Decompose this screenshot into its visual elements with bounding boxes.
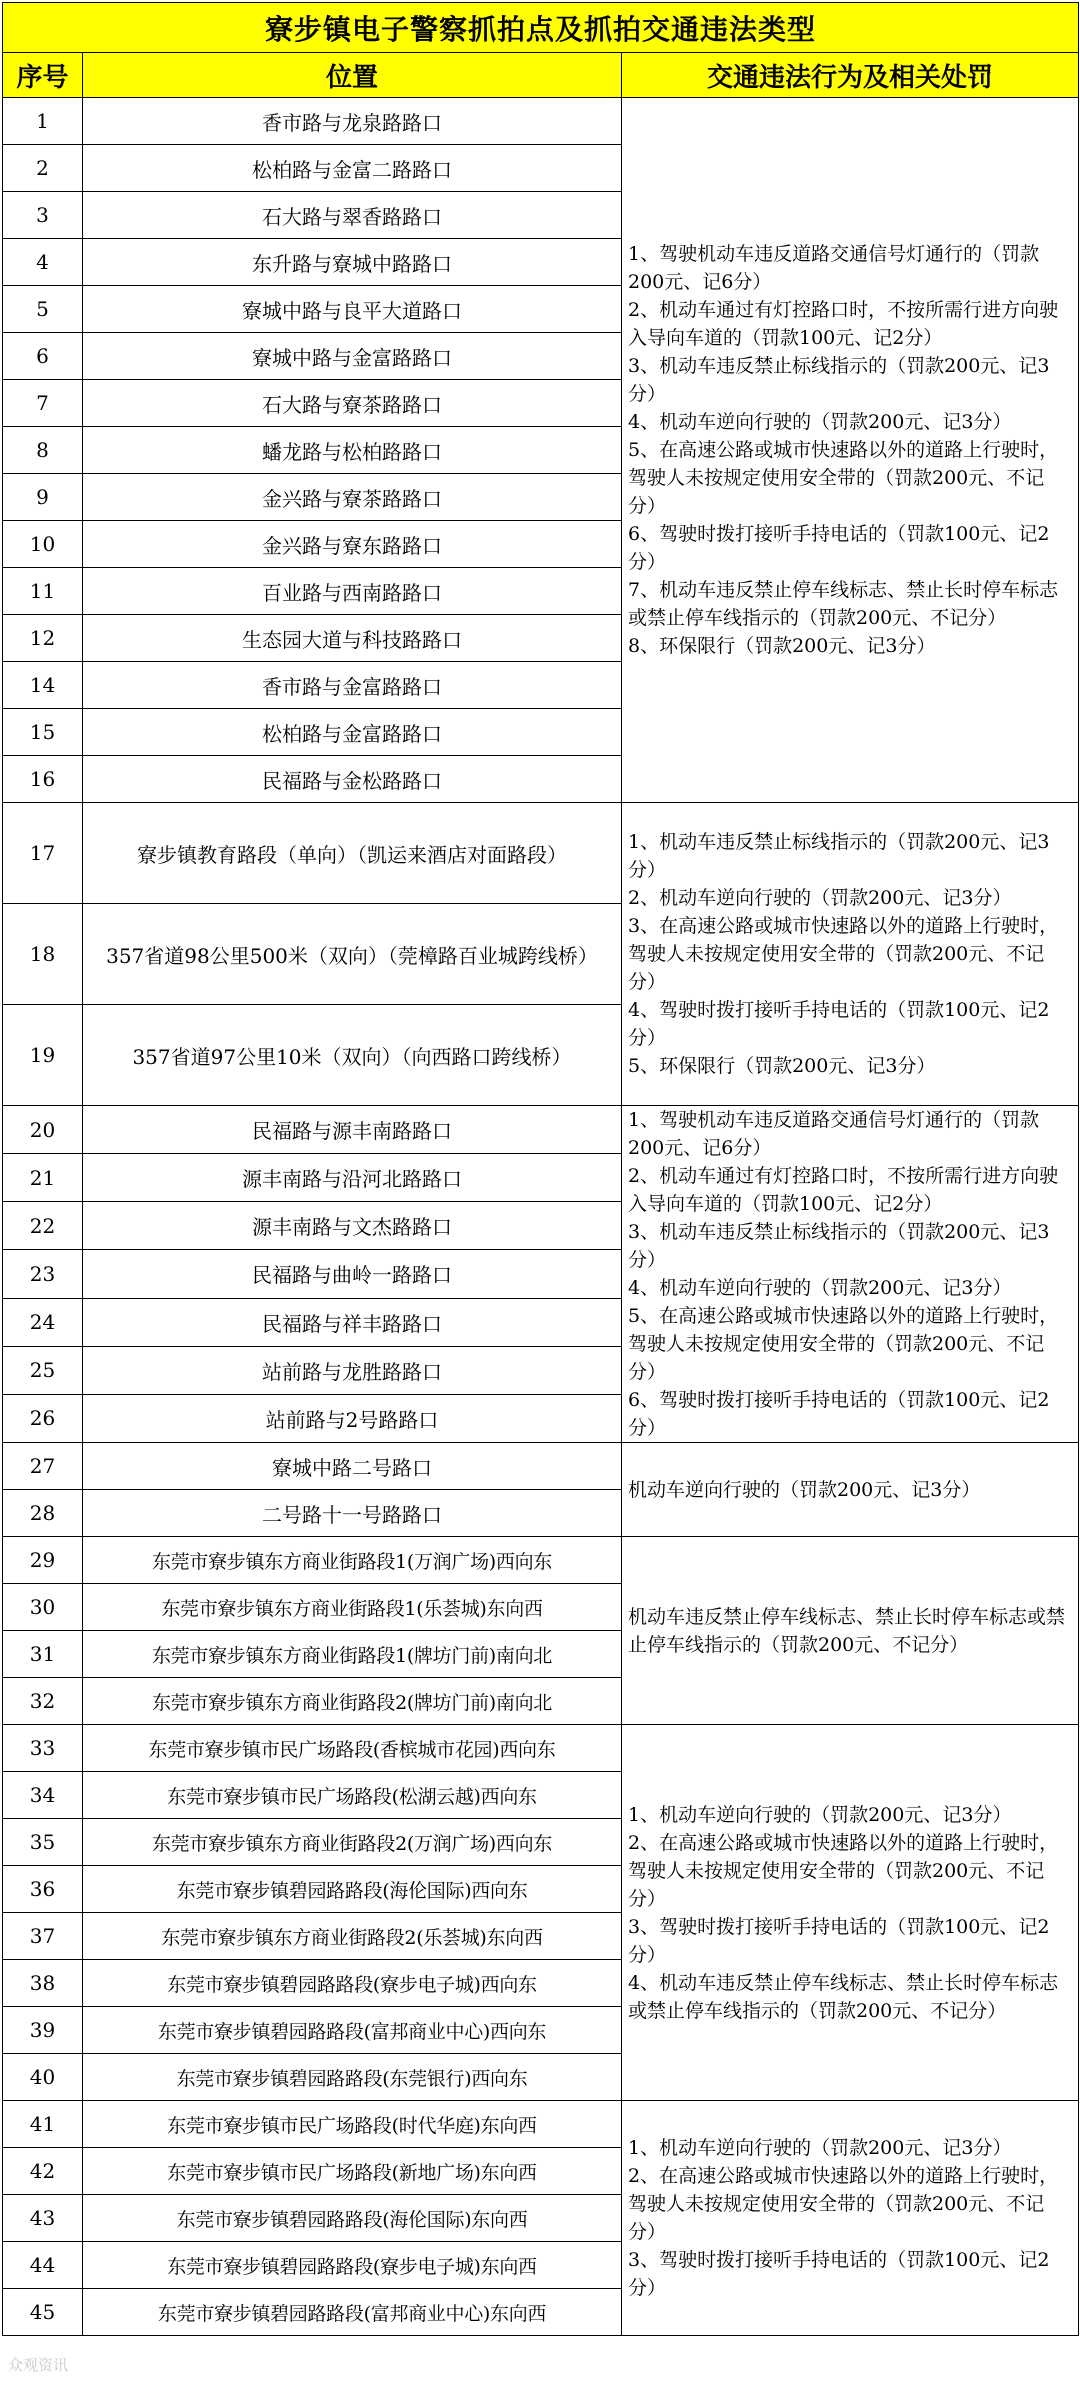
row-number: 12 bbox=[3, 615, 83, 662]
row-number: 2 bbox=[3, 145, 83, 192]
row-location: 松柏路与金富路路口 bbox=[83, 709, 622, 756]
violation-item: 5、环保限行（罚款200元、记3分） bbox=[628, 1055, 936, 1077]
row-number: 20 bbox=[3, 1106, 83, 1154]
row-location: 蟠龙路与松柏路路口 bbox=[83, 427, 622, 474]
row-number: 21 bbox=[3, 1154, 83, 1202]
violation-item: 5、在高速公路或城市快速路以外的道路上行驶时，驾驶人未按规定使用安全带的（罚款200元、不记分） bbox=[628, 1305, 1059, 1383]
violation-item: 1、机动车逆向行驶的（罚款200元、记3分） bbox=[628, 1803, 1012, 1826]
row-number: 44 bbox=[3, 2242, 83, 2289]
group-violations bbox=[622, 803, 1079, 1106]
violation-item: 4、机动车逆向行驶的（罚款200元、记3分） bbox=[628, 1277, 1012, 1299]
row-location: 东莞市寮步镇东方商业街路段1(牌坊门前)南向北 bbox=[83, 1631, 622, 1678]
violation-item: 4、机动车违反禁止停车线标志、禁止长时停车标志或禁止停车线指示的（罚款200元、不记分） bbox=[628, 1971, 1059, 2022]
row-location: 站前路与2号路路口 bbox=[83, 1394, 622, 1442]
table-row bbox=[3, 1106, 1079, 1154]
row-location: 东莞市寮步镇东方商业街路段1(万润广场)西向东 bbox=[83, 1537, 622, 1584]
row-location: 二号路十一号路路口 bbox=[83, 1490, 622, 1537]
row-number: 7 bbox=[3, 380, 83, 427]
row-location: 东莞市寮步镇碧园路路段(海伦国际)西向东 bbox=[83, 1866, 622, 1913]
row-number: 43 bbox=[3, 2195, 83, 2242]
row-location: 寮步镇教育路段（单向）（凯运来酒店对面路段） bbox=[83, 803, 622, 904]
row-number: 45 bbox=[3, 2289, 83, 2336]
row-location: 东莞市寮步镇碧园路路段(海伦国际)东向西 bbox=[83, 2195, 622, 2242]
row-location: 源丰南路与文杰路路口 bbox=[83, 1202, 622, 1250]
violation-item: 6、驾驶时拨打接听手持电话的（罚款100元、记2分） bbox=[628, 1389, 1050, 1439]
row-location: 寮城中路与金富路路口 bbox=[83, 333, 622, 380]
row-number: 19 bbox=[3, 1005, 83, 1106]
row-location: 站前路与龙胜路路口 bbox=[83, 1346, 622, 1394]
row-location: 东莞市寮步镇东方商业街路段2(乐荟城)东向西 bbox=[83, 1913, 622, 1960]
violation-item: 机动车逆向行驶的（罚款200元、记3分） bbox=[628, 1478, 981, 1501]
header-no: 序号 bbox=[3, 53, 83, 98]
group-violations bbox=[622, 1725, 1079, 2101]
row-location: 东莞市寮步镇市民广场路段(新地广场)东向西 bbox=[83, 2148, 622, 2195]
row-location: 石大路与寮茶路路口 bbox=[83, 380, 622, 427]
violation-item: 4、驾驶时拨打接听手持电话的（罚款100元、记2分） bbox=[628, 999, 1050, 1049]
row-location: 生态园大道与科技路路口 bbox=[83, 615, 622, 662]
row-number: 4 bbox=[3, 239, 83, 286]
row-number: 28 bbox=[3, 1490, 83, 1537]
header-violation: 交通违法行为及相关处罚 bbox=[622, 53, 1079, 98]
row-number: 30 bbox=[3, 1584, 83, 1631]
row-location: 东莞市寮步镇东方商业街路段2(万润广场)西向东 bbox=[83, 1819, 622, 1866]
row-number: 35 bbox=[3, 1819, 83, 1866]
row-number: 42 bbox=[3, 2148, 83, 2195]
row-location: 357省道98公里500米（双向）（莞樟路百业城跨线桥） bbox=[83, 904, 622, 1005]
row-location: 金兴路与寮茶路路口 bbox=[83, 474, 622, 521]
violation-item: 3、在高速公路或城市快速路以外的道路上行驶时，驾驶人未按规定使用安全带的（罚款200元、不记分） bbox=[628, 915, 1059, 993]
row-location: 金兴路与寮东路路口 bbox=[83, 521, 622, 568]
row-location: 东升路与寮城中路路口 bbox=[83, 239, 622, 286]
table-row bbox=[3, 1725, 1079, 1772]
violation-item: 2、在高速公路或城市快速路以外的道路上行驶时，驾驶人未按规定使用安全带的（罚款200元、不记分） bbox=[628, 2165, 1059, 2243]
violation-item: 1、机动车逆向行驶的（罚款200元、记3分） bbox=[628, 2137, 1012, 2159]
row-number: 34 bbox=[3, 1772, 83, 1819]
row-number: 22 bbox=[3, 1202, 83, 1250]
row-number: 18 bbox=[3, 904, 83, 1005]
row-number: 16 bbox=[3, 756, 83, 803]
row-location: 东莞市寮步镇碧园路路段(富邦商业中心)东向西 bbox=[83, 2289, 622, 2336]
violation-item: 3、驾驶时拨打接听手持电话的（罚款100元、记2分） bbox=[628, 1915, 1050, 1966]
row-number: 40 bbox=[3, 2054, 83, 2101]
row-location: 民福路与祥丰路路口 bbox=[83, 1298, 622, 1346]
row-location: 民福路与源丰南路路口 bbox=[83, 1106, 622, 1154]
header-location: 位置 bbox=[83, 53, 622, 98]
row-number: 14 bbox=[3, 662, 83, 709]
header-row bbox=[3, 53, 1079, 98]
row-number: 31 bbox=[3, 1631, 83, 1678]
row-number: 29 bbox=[3, 1537, 83, 1584]
group-violations bbox=[622, 1106, 1079, 1443]
row-location: 东莞市寮步镇碧园路路段(富邦商业中心)西向东 bbox=[83, 2007, 622, 2054]
row-number: 24 bbox=[3, 1298, 83, 1346]
row-number: 8 bbox=[3, 427, 83, 474]
violation-item: 6、驾驶时拨打接听手持电话的（罚款100元、记2分） bbox=[628, 523, 1050, 573]
row-location: 寮城中路与良平大道路口 bbox=[83, 286, 622, 333]
row-number: 32 bbox=[3, 1678, 83, 1725]
row-number: 41 bbox=[3, 2101, 83, 2148]
row-location: 东莞市寮步镇东方商业街路段1(乐荟城)东向西 bbox=[83, 1584, 622, 1631]
table-row bbox=[3, 1537, 1079, 1584]
group-violations bbox=[622, 98, 1079, 803]
violation-item: 8、环保限行（罚款200元、记3分） bbox=[628, 635, 936, 657]
row-location: 香市路与龙泉路路口 bbox=[83, 98, 622, 145]
table-row bbox=[3, 98, 1079, 145]
watermark: 众观资讯 bbox=[8, 2356, 69, 2374]
row-location: 石大路与翠香路路口 bbox=[83, 192, 622, 239]
row-location: 香市路与金富路路口 bbox=[83, 662, 622, 709]
row-number: 39 bbox=[3, 2007, 83, 2054]
violation-item: 2、机动车逆向行驶的（罚款200元、记3分） bbox=[628, 887, 1012, 909]
violation-item: 4、机动车逆向行驶的（罚款200元、记3分） bbox=[628, 411, 1012, 433]
row-location: 东莞市寮步镇市民广场路段(松湖云越)西向东 bbox=[83, 1772, 622, 1819]
violation-item: 7、机动车违反禁止停车线标志、禁止长时停车标志或禁止停车线指示的（罚款200元、不记分） bbox=[628, 579, 1059, 629]
row-location: 源丰南路与沿河北路路口 bbox=[83, 1154, 622, 1202]
row-location: 东莞市寮步镇碧园路路段(东莞银行)西向东 bbox=[83, 2054, 622, 2101]
row-number: 25 bbox=[3, 1346, 83, 1394]
row-location: 民福路与金松路路口 bbox=[83, 756, 622, 803]
violation-table bbox=[2, 2, 1079, 2336]
row-number: 36 bbox=[3, 1866, 83, 1913]
row-number: 23 bbox=[3, 1250, 83, 1298]
row-location: 东莞市寮步镇碧园路路段(寮步电子城)西向东 bbox=[83, 1960, 622, 2007]
row-location: 松柏路与金富二路路口 bbox=[83, 145, 622, 192]
row-location: 东莞市寮步镇市民广场路段(时代华庭)东向西 bbox=[83, 2101, 622, 2148]
violation-item: 1、驾驶机动车违反道路交通信号灯通行的（罚款200元、记6分） bbox=[628, 1109, 1040, 1159]
row-number: 1 bbox=[3, 98, 83, 145]
row-number: 9 bbox=[3, 474, 83, 521]
row-location: 东莞市寮步镇东方商业街路段2(牌坊门前)南向北 bbox=[83, 1678, 622, 1725]
table-row bbox=[3, 1443, 1079, 1490]
document-sheet bbox=[2, 2, 1078, 2379]
row-number: 3 bbox=[3, 192, 83, 239]
violation-item: 2、在高速公路或城市快速路以外的道路上行驶时，驾驶人未按规定使用安全带的（罚款200元、不记分） bbox=[628, 1831, 1059, 1910]
row-number: 38 bbox=[3, 1960, 83, 2007]
row-location: 民福路与曲岭一路路口 bbox=[83, 1250, 622, 1298]
violation-item: 机动车违反禁止停车线标志、禁止长时停车标志或禁止停车线指示的（罚款200元、不记分） bbox=[628, 1605, 1066, 1656]
row-number: 33 bbox=[3, 1725, 83, 1772]
table-row bbox=[3, 2101, 1079, 2148]
row-number: 26 bbox=[3, 1394, 83, 1442]
table-row bbox=[3, 803, 1079, 904]
row-number: 5 bbox=[3, 286, 83, 333]
table-title: 寮步镇电子警察抓拍点及抓拍交通违法类型 bbox=[3, 3, 1079, 53]
row-location: 寮城中路二号路口 bbox=[83, 1443, 622, 1490]
row-number: 6 bbox=[3, 333, 83, 380]
violation-item: 5、在高速公路或城市快速路以外的道路上行驶时，驾驶人未按规定使用安全带的（罚款200元、不记分） bbox=[628, 439, 1059, 517]
table-body bbox=[3, 3, 1079, 2336]
title-row bbox=[3, 3, 1079, 53]
violation-item: 1、机动车违反禁止标线指示的（罚款200元、记3分） bbox=[628, 831, 1050, 881]
group-violations bbox=[622, 1537, 1079, 1725]
violation-item: 3、机动车违反禁止标线指示的（罚款200元、记3分） bbox=[628, 355, 1050, 405]
row-number: 27 bbox=[3, 1443, 83, 1490]
group-violations bbox=[622, 1443, 1079, 1537]
row-location: 357省道97公里10米（双向）（向西路口跨线桥） bbox=[83, 1005, 622, 1106]
row-number: 10 bbox=[3, 521, 83, 568]
violation-item: 3、驾驶时拨打接听手持电话的（罚款100元、记2分） bbox=[628, 2249, 1050, 2299]
row-number: 11 bbox=[3, 568, 83, 615]
violation-item: 3、机动车违反禁止标线指示的（罚款200元、记3分） bbox=[628, 1221, 1050, 1271]
row-number: 15 bbox=[3, 709, 83, 756]
row-location: 百业路与西南路路口 bbox=[83, 568, 622, 615]
row-location: 东莞市寮步镇碧园路路段(寮步电子城)东向西 bbox=[83, 2242, 622, 2289]
row-number: 17 bbox=[3, 803, 83, 904]
row-location: 东莞市寮步镇市民广场路段(香槟城市花园)西向东 bbox=[83, 1725, 622, 1772]
group-violations bbox=[622, 2101, 1079, 2336]
violation-item: 2、机动车通过有灯控路口时，不按所需行进方向驶入导向车道的（罚款100元、记2分） bbox=[628, 1165, 1059, 1215]
row-number: 37 bbox=[3, 1913, 83, 1960]
violation-item: 2、机动车通过有灯控路口时，不按所需行进方向驶入导向车道的（罚款100元、记2分） bbox=[628, 299, 1059, 349]
violation-item: 1、驾驶机动车违反道路交通信号灯通行的（罚款200元、记6分） bbox=[628, 243, 1040, 293]
